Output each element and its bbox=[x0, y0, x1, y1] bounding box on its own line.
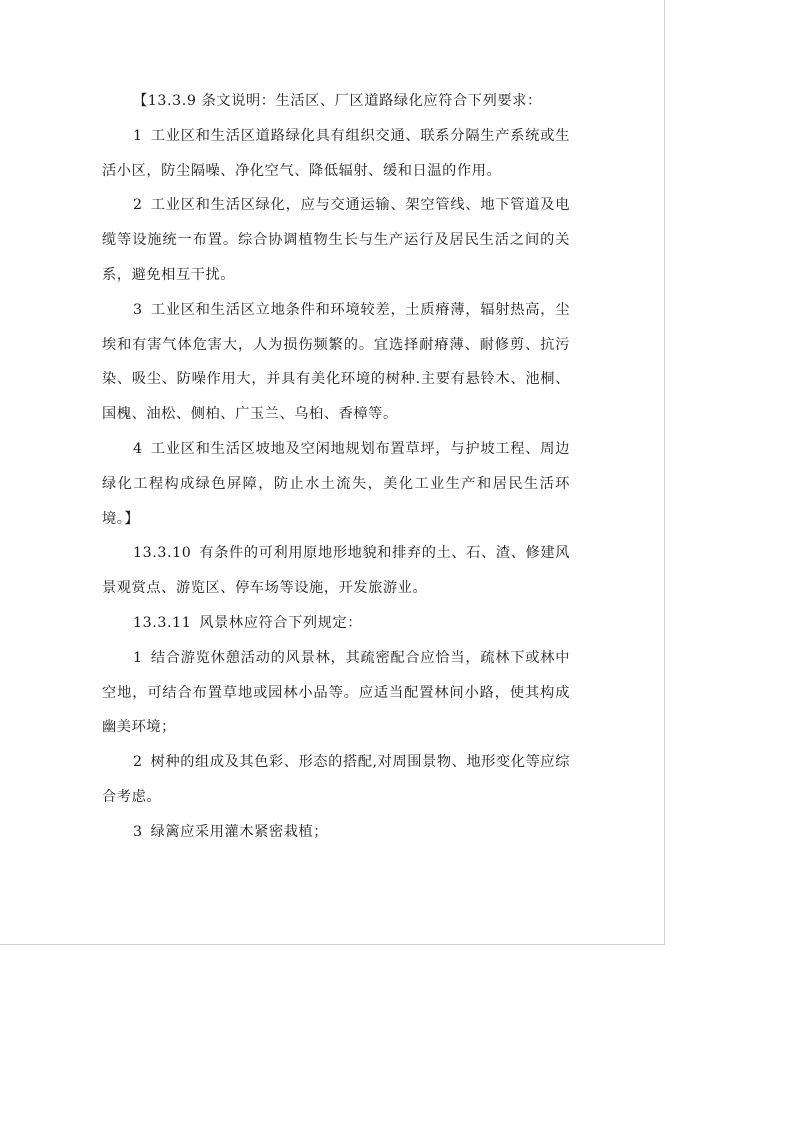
paragraph-number: 3 bbox=[133, 301, 143, 318]
clause-item-3 bbox=[102, 815, 570, 850]
clause-13-3-10 bbox=[102, 536, 570, 606]
clause-text: 有条件的可利用原地形地貌和排弃的土、石、渣、修建风景观赏点、游览区、停车场等设施，开发旅游业。 bbox=[102, 545, 570, 597]
clause-number: 13.3.11 bbox=[133, 614, 192, 631]
paragraph-text: 工业区和生活区道路绿化具有组织交通、联系分隔生产系统或生活小区，防尘隔噪、净化空气、降低辐射、缓和日温的作用。 bbox=[102, 127, 570, 179]
paragraph-number: 2 bbox=[133, 754, 143, 771]
clause-item-1 bbox=[102, 641, 570, 745]
document-body bbox=[102, 84, 570, 850]
paragraph-number: 3 bbox=[133, 823, 143, 840]
paragraph-text: 工业区和生活区坡地及空闲地规划布置草坪，与护坡工程、周边绿化工程构成绿色屏障，防止水土流失，美化工业生产和居民生活环境。】 bbox=[102, 440, 570, 527]
paragraph-text: 【13.3.9 条文说明：生活区、厂区道路绿化应符合下列要求： bbox=[133, 93, 542, 109]
paragraph-number: 1 bbox=[133, 127, 143, 144]
clause-text: 风景林应符合下列规定： bbox=[199, 614, 363, 631]
paragraph-text: 结合游览休憩活动的风景林，其疏密配合应恰当，疏林下或林中空地，可结合布置草地或园林小品等。应适当配置林间小路，使其构成幽美环境； bbox=[102, 649, 570, 736]
paragraph-text: 绿篱应采用灌木紧密栽植； bbox=[150, 823, 329, 840]
paragraph-text: 工业区和生活区立地条件和环境较差，土质瘠薄，辐射热高，尘埃和有害气体危害大，人为损伤频繁的。宜选择耐瘠薄、耐修剪、抗污染、吸尘、防噪作用大，并具有美化环境的树种.主要有悬铃木、池桐、国槐、油松、侧柏、广玉兰、乌桕、香樟等。 bbox=[102, 301, 570, 423]
paragraph-text: 树种的组成及其色彩、形态的搭配,对周围景物、地形变化等应综合考虑。 bbox=[102, 754, 570, 805]
clause-number: 13.3.10 bbox=[133, 545, 192, 562]
paragraph-item-3 bbox=[102, 293, 570, 432]
paragraph-number: 1 bbox=[133, 649, 143, 666]
paragraph-number: 4 bbox=[133, 440, 143, 457]
paragraph-item-1 bbox=[102, 119, 570, 189]
paragraph-item-2 bbox=[102, 188, 570, 292]
paragraph-item-4 bbox=[102, 432, 570, 536]
clause-item-2 bbox=[102, 745, 570, 815]
paragraph-explanation-heading bbox=[102, 84, 570, 119]
paragraph-number: 2 bbox=[133, 197, 143, 214]
clause-13-3-11 bbox=[102, 606, 570, 641]
paragraph-text: 工业区和生活区绿化，应与交通运输、架空管线、地下管道及电缆等设施统一布置。综合协调植物生长与生产运行及居民生活之间的关系，避免相互干扰。 bbox=[102, 197, 570, 283]
